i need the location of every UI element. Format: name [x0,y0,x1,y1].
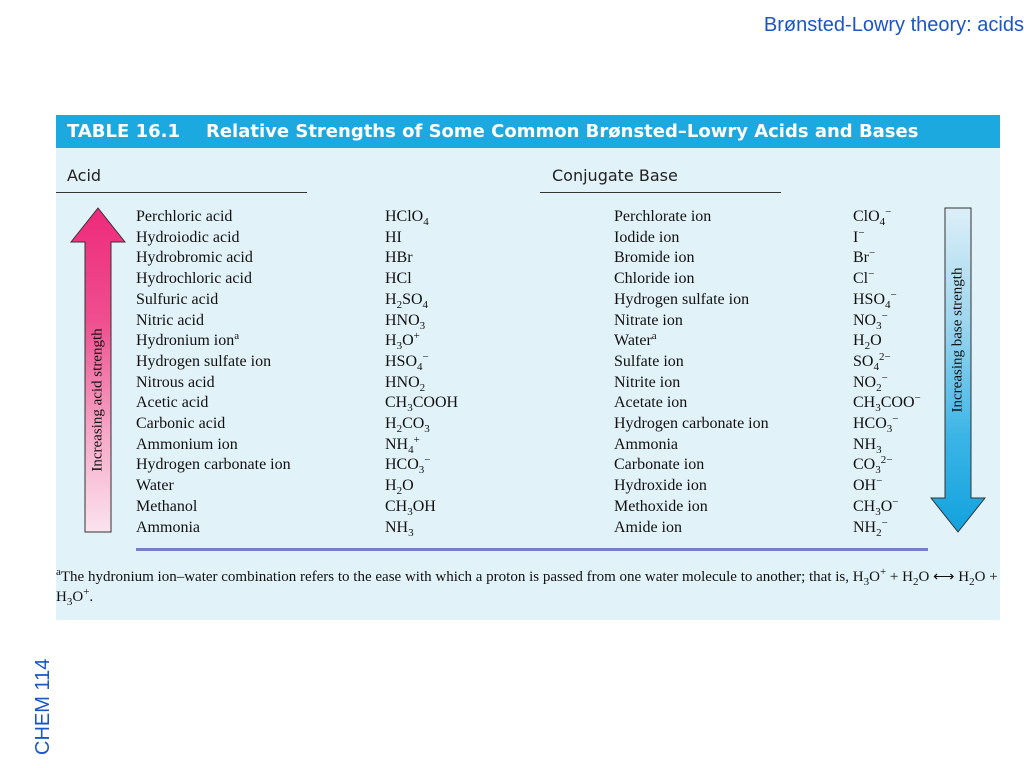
base-name-cell: Perchlorate ion [614,208,712,225]
table-row [56,352,1000,373]
base-name-cell: Acetate ion [614,394,688,412]
base-formula-cell: $CH_3COO^-$ [853,392,921,415]
base-name-cell: Iodide ion [614,228,680,246]
acid-name-cell: Ammonium ion [136,435,238,453]
table-row [56,373,1000,394]
base-formula-cell: I− [853,226,865,246]
table-row [56,311,1000,332]
acid-name-cell: Carbonic acid [136,415,226,432]
acid-name-cell: Hydrogen sulfate ion [136,352,272,370]
slide-title: Brønsted-Lowry theory: acids [763,14,1024,36]
acid-formula-cell: $HCO_3^-$ [385,454,431,477]
acid-arrow-label: Increasing acid strength [89,328,106,472]
table-row [56,269,1000,290]
acid-formula-cell: $HNO_3$ [385,311,426,332]
acid-name-cell: Hydroiodic acid [136,228,240,246]
table-row [56,393,1000,414]
acid-formula-cell: HBr [385,249,413,267]
table-header [56,115,1000,148]
acid-heading-rule [56,192,307,193]
base-heading-rule [540,192,781,193]
base-name-cell: Bromide ion [614,249,695,267]
acid-formula-cell: $NH_3$ [385,518,414,539]
base-name-cell: Hydrogen carbonate ion [614,415,769,432]
base-formula-cell: $SO_4^{2-}$ [853,350,891,373]
table-number: TABLE 16.1 [67,121,180,142]
base-name-cell: Ammonia [614,435,678,453]
table-row [56,331,1000,352]
base-formula-cell: $CO_3^{2-}$ [853,454,893,477]
acid-column-heading: Acid [67,166,102,185]
base-formula-cell: OH− [853,475,883,495]
acid-name-cell: Nitric acid [136,311,204,329]
acid-formula-cell: $NH_4^+$ [385,433,420,456]
table-row [56,290,1000,311]
table-row [56,497,1000,518]
acid-name-cell: Hydronium ion$^a$ [136,330,240,350]
acid-formula-cell: $H_2CO_3$ [385,415,430,435]
base-name-cell: Hydrogen sulfate ion [614,290,750,308]
base-column-heading: Conjugate Base [552,166,678,185]
acid-formula-cell: HI [385,228,402,246]
table-bottom-rule [136,548,928,551]
base-name-cell: Methoxide ion [614,497,708,515]
acid-name-cell: Acetic acid [136,394,209,412]
base-formula-cell: Cl− [853,268,875,288]
base-formula-cell: $HSO_4^-$ [853,288,897,311]
base-formula-cell: $CH_3O^-$ [853,495,899,518]
table-row [56,518,1000,539]
table-row [56,435,1000,456]
table-caption: Relative Strengths of Some Common Brønsted–Lowry Acids and Bases [205,121,919,142]
acid-formula-cell: $HSO_4^-$ [385,350,429,373]
acid-name-cell: Ammonia [136,518,200,536]
base-name-cell: Chloride ion [614,270,695,288]
acid-name-cell: Hydrochloric acid [136,270,252,288]
acid-name-cell: Perchloric acid [136,208,233,225]
acid-formula-cell: HCl [385,270,412,288]
base-arrow-label: Increasing base strength [949,267,966,413]
table-row [56,476,1000,497]
base-name-cell: Sulfate ion [614,352,684,370]
base-formula-cell: ClO$_4$− [853,206,892,228]
table-row [56,414,1000,435]
base-formula-cell: $H_2O$ [853,332,882,353]
acid-name-cell: Sulfuric acid [136,290,219,308]
course-label: CHEM 114 [32,658,54,755]
table-row [56,455,1000,476]
base-name-cell: Water$^a$ [614,330,657,350]
acid-formula-cell: $H_2O$ [385,477,414,498]
acid-formula-cell: $HNO_2$ [385,373,426,394]
base-formula-cell: Br− [853,247,876,267]
acid-name-cell: Hydrobromic acid [136,249,253,267]
acid-formula-cell: $H_3O^+$ [385,330,420,353]
acid-name-cell: Nitrous acid [136,373,215,391]
base-name-cell: Carbonate ion [614,456,705,474]
base-formula-cell: $HCO_3^-$ [853,413,899,435]
table-footnote [56,567,1000,607]
base-name-cell: Hydroxide ion [614,477,707,495]
table-row [56,207,1000,228]
acid-formula-cell: HClO$_4$ [385,208,429,228]
acid-formula-cell: $CH_3OH$ [385,497,436,518]
acid-name-cell: Methanol [136,497,198,515]
table-row [56,228,1000,249]
base-name-cell: Amide ion [614,518,682,536]
base-name-cell: Nitrite ion [614,373,681,391]
acid-formula-cell: $H_2SO_4$ [385,290,429,311]
acid-name-cell: Hydrogen carbonate ion [136,456,291,474]
acid-formula-cell: $CH_3COOH$ [385,394,459,415]
table-panel [56,115,1000,620]
base-formula-cell: $NO_3^-$ [853,309,888,332]
base-formula-cell: $NH_3$ [853,435,882,456]
base-formula-cell: $NO_2^-$ [853,371,888,394]
acid-name-cell: Water [136,477,174,495]
table-row [56,248,1000,269]
base-formula-cell: $NH_2^-$ [853,516,888,539]
footnote-text: $^a$The hydronium ion–water combination refers to the ease with which a proton is passed from one water molecule to another; that is, $H_3O^+ + H_2O$ ⟷ $H_2O + H_3O^+$. [56,566,998,608]
base-name-cell: Nitrate ion [614,311,683,329]
